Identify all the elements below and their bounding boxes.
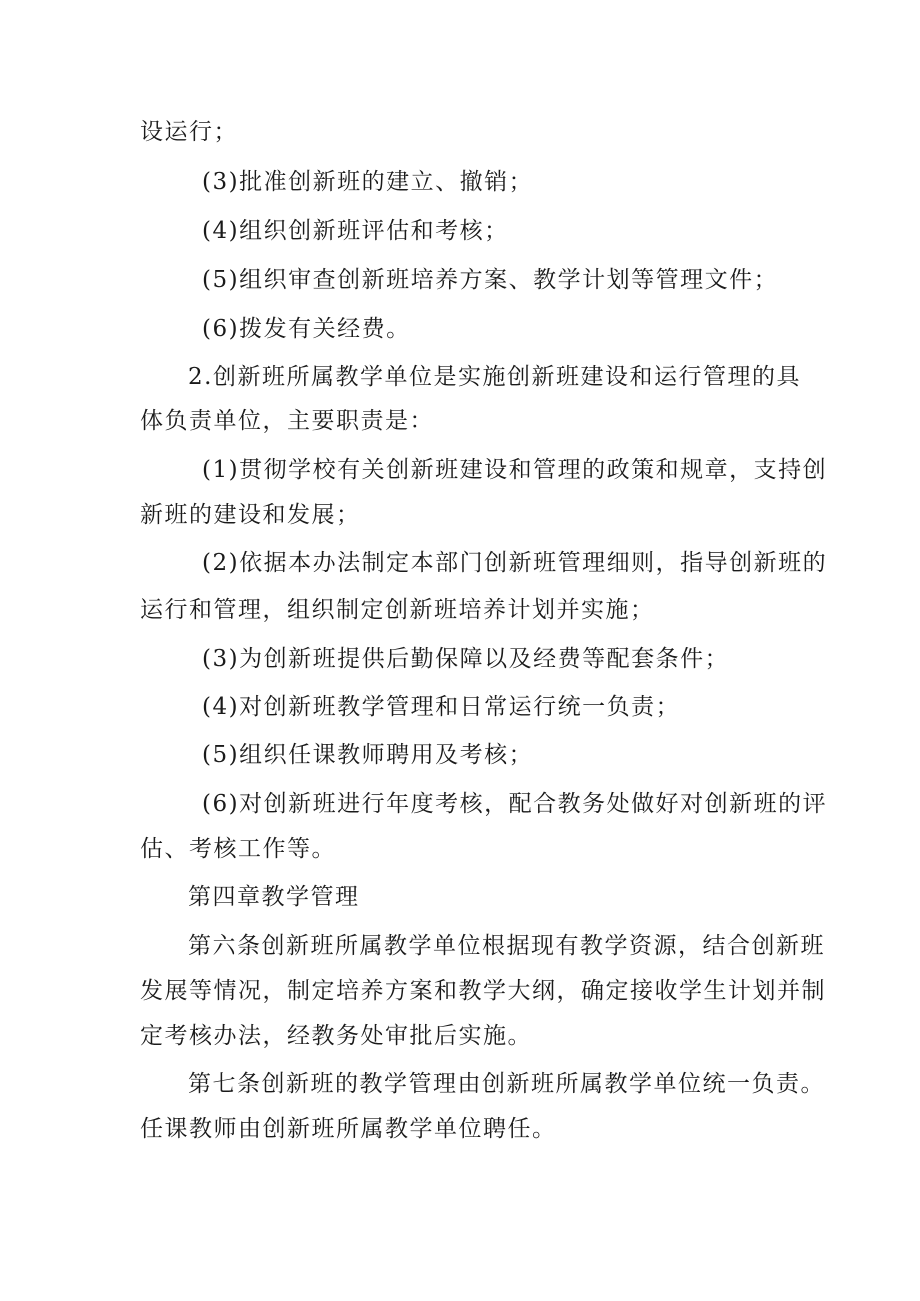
text-line: (3)批准创新班的建立、撤销； (202, 169, 534, 195)
text-line: 任课教师由创新班所属教学单位聘任。 (140, 1116, 557, 1142)
text-line: (1)贯彻学校有关创新班建设和管理的政策和规章，支持创 (202, 457, 828, 483)
text-line: 新班的建设和发展； (140, 502, 361, 528)
text-line: (6)对创新班进行年度考核，配合教务处做好对创新班的评 (202, 791, 828, 817)
text-line: 体负责单位，主要职责是： (140, 408, 434, 434)
text-line: 设运行； (140, 119, 238, 145)
text-line: 运行和管理，组织制定创新班培养计划并实施； (140, 597, 655, 623)
text-line: 第六条创新班所属教学单位根据现有教学资源，结合创新班 (188, 933, 825, 959)
text-line: (5)组织审查创新班培养方案、教学计划等管理文件； (202, 267, 779, 293)
text-line: 第七条创新班的教学管理由创新班所属教学单位统一负责。 (188, 1071, 825, 1097)
text-line: 发展等情况，制定培养方案和教学大纲，确定接收学生计划并制 (140, 978, 826, 1004)
text-line: (4)对创新班教学管理和日常运行统一负责； (202, 694, 681, 720)
text-line: 2.创新班所属教学单位是实施创新班建设和运行管理的具 (188, 364, 801, 390)
text-line: (4)组织创新班评估和考核； (202, 218, 509, 244)
text-line: 定考核办法，经教务处审批后实施。 (140, 1023, 532, 1049)
text-line: (5)组织任课教师聘用及考核； (202, 742, 534, 768)
section-heading: 第四章教学管理 (188, 884, 360, 910)
text-line: (3)为创新班提供后勤保障以及经费等配套条件； (202, 646, 730, 672)
text-line: (2)依据本办法制定本部门创新班管理细则，指导创新班的 (202, 550, 828, 576)
text-line: (6)拨发有关经费。 (202, 316, 411, 342)
text-line: 估、考核工作等。 (140, 836, 336, 862)
